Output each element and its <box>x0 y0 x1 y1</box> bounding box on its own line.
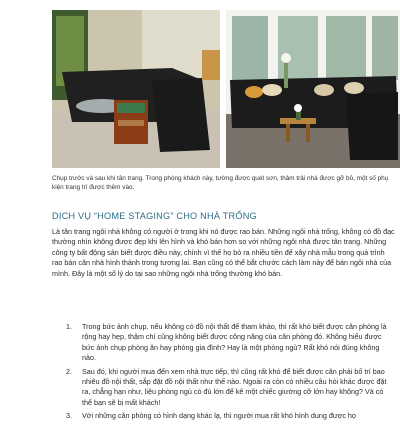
reasons-list <box>52 322 392 425</box>
after-photo <box>226 10 400 168</box>
list-item <box>52 411 392 421</box>
list-item <box>52 367 392 409</box>
before-photo <box>52 10 220 168</box>
after-living-room-image <box>226 10 400 168</box>
list-item <box>52 322 392 364</box>
intro-paragraph: Là tân trang ngôi nhà không có người ở trong khi nó được rao bán. Những ngôi nhà trống, không có đồ đạc thường nhìn không được đẹp khi lên hình và khó bán hơn so với những ngôi nhà được tân trang. Những công ty bất động sản biết được điều này, chính vì thế họ bỏ ra nhiều tiền để xây nhà mẫu trong quá trình rao bán căn nhà hình thành trong tương lai. Bạn cũng có thể bắt chước cách làm này để bán ngôi nhà của mình. Đây là một số lý do tại sao những ngôi nhà trống thường khó bán. <box>52 227 395 278</box>
list-item-number: 3. <box>66 411 72 421</box>
list-item-number: 2. <box>66 366 72 376</box>
list-item-number: 1. <box>66 322 72 331</box>
list-item-text: Sau đó, khi người mua đến xem nhà trực tiếp, thì cũng rất khó để biết được căn phải bố trí bao nhiêu đồ nội thất, sắp đặt đồ nội thất như thế nào. Ngoài ra còn có nhiều câu hỏi khác được đặt ra, chẳng hạn như, liệu phòng ngủ có đủ lớn để kê một chiếc giường cỡ lớn hay không? Và có thể bạn sẽ bị mất khách! <box>82 366 387 407</box>
list-item-text: Trong bức ảnh chụp, nếu không có đồ nội thất để tham khảo, thì rất khó biết được căn phòng là rộng hay hẹp, thậm chí cũng không biết được công năng của căn phòng đó. Không hiểu được bức ảnh chụp phòng ăn hay phòng gia đình? Hay là một phòng ngủ? Rất khó nói đúng không nào. <box>82 322 387 363</box>
section-heading: DỊCH VỤ “HOME STAGING” CHO NHÀ TRỐNG <box>52 211 257 221</box>
photo-caption: Chụp trước và sau khi tân trang. Trong phòng khách này, tường được quét sơn, thảm trải nhà được gỡ bỏ, một số phụ kiện trang trí được thêm vào. <box>52 175 389 191</box>
list-item-text: Với những căn phòng có hình dạng khác lạ, thì người mua rất khó hình dung được họ <box>82 411 356 421</box>
before-living-room-image <box>52 10 220 168</box>
